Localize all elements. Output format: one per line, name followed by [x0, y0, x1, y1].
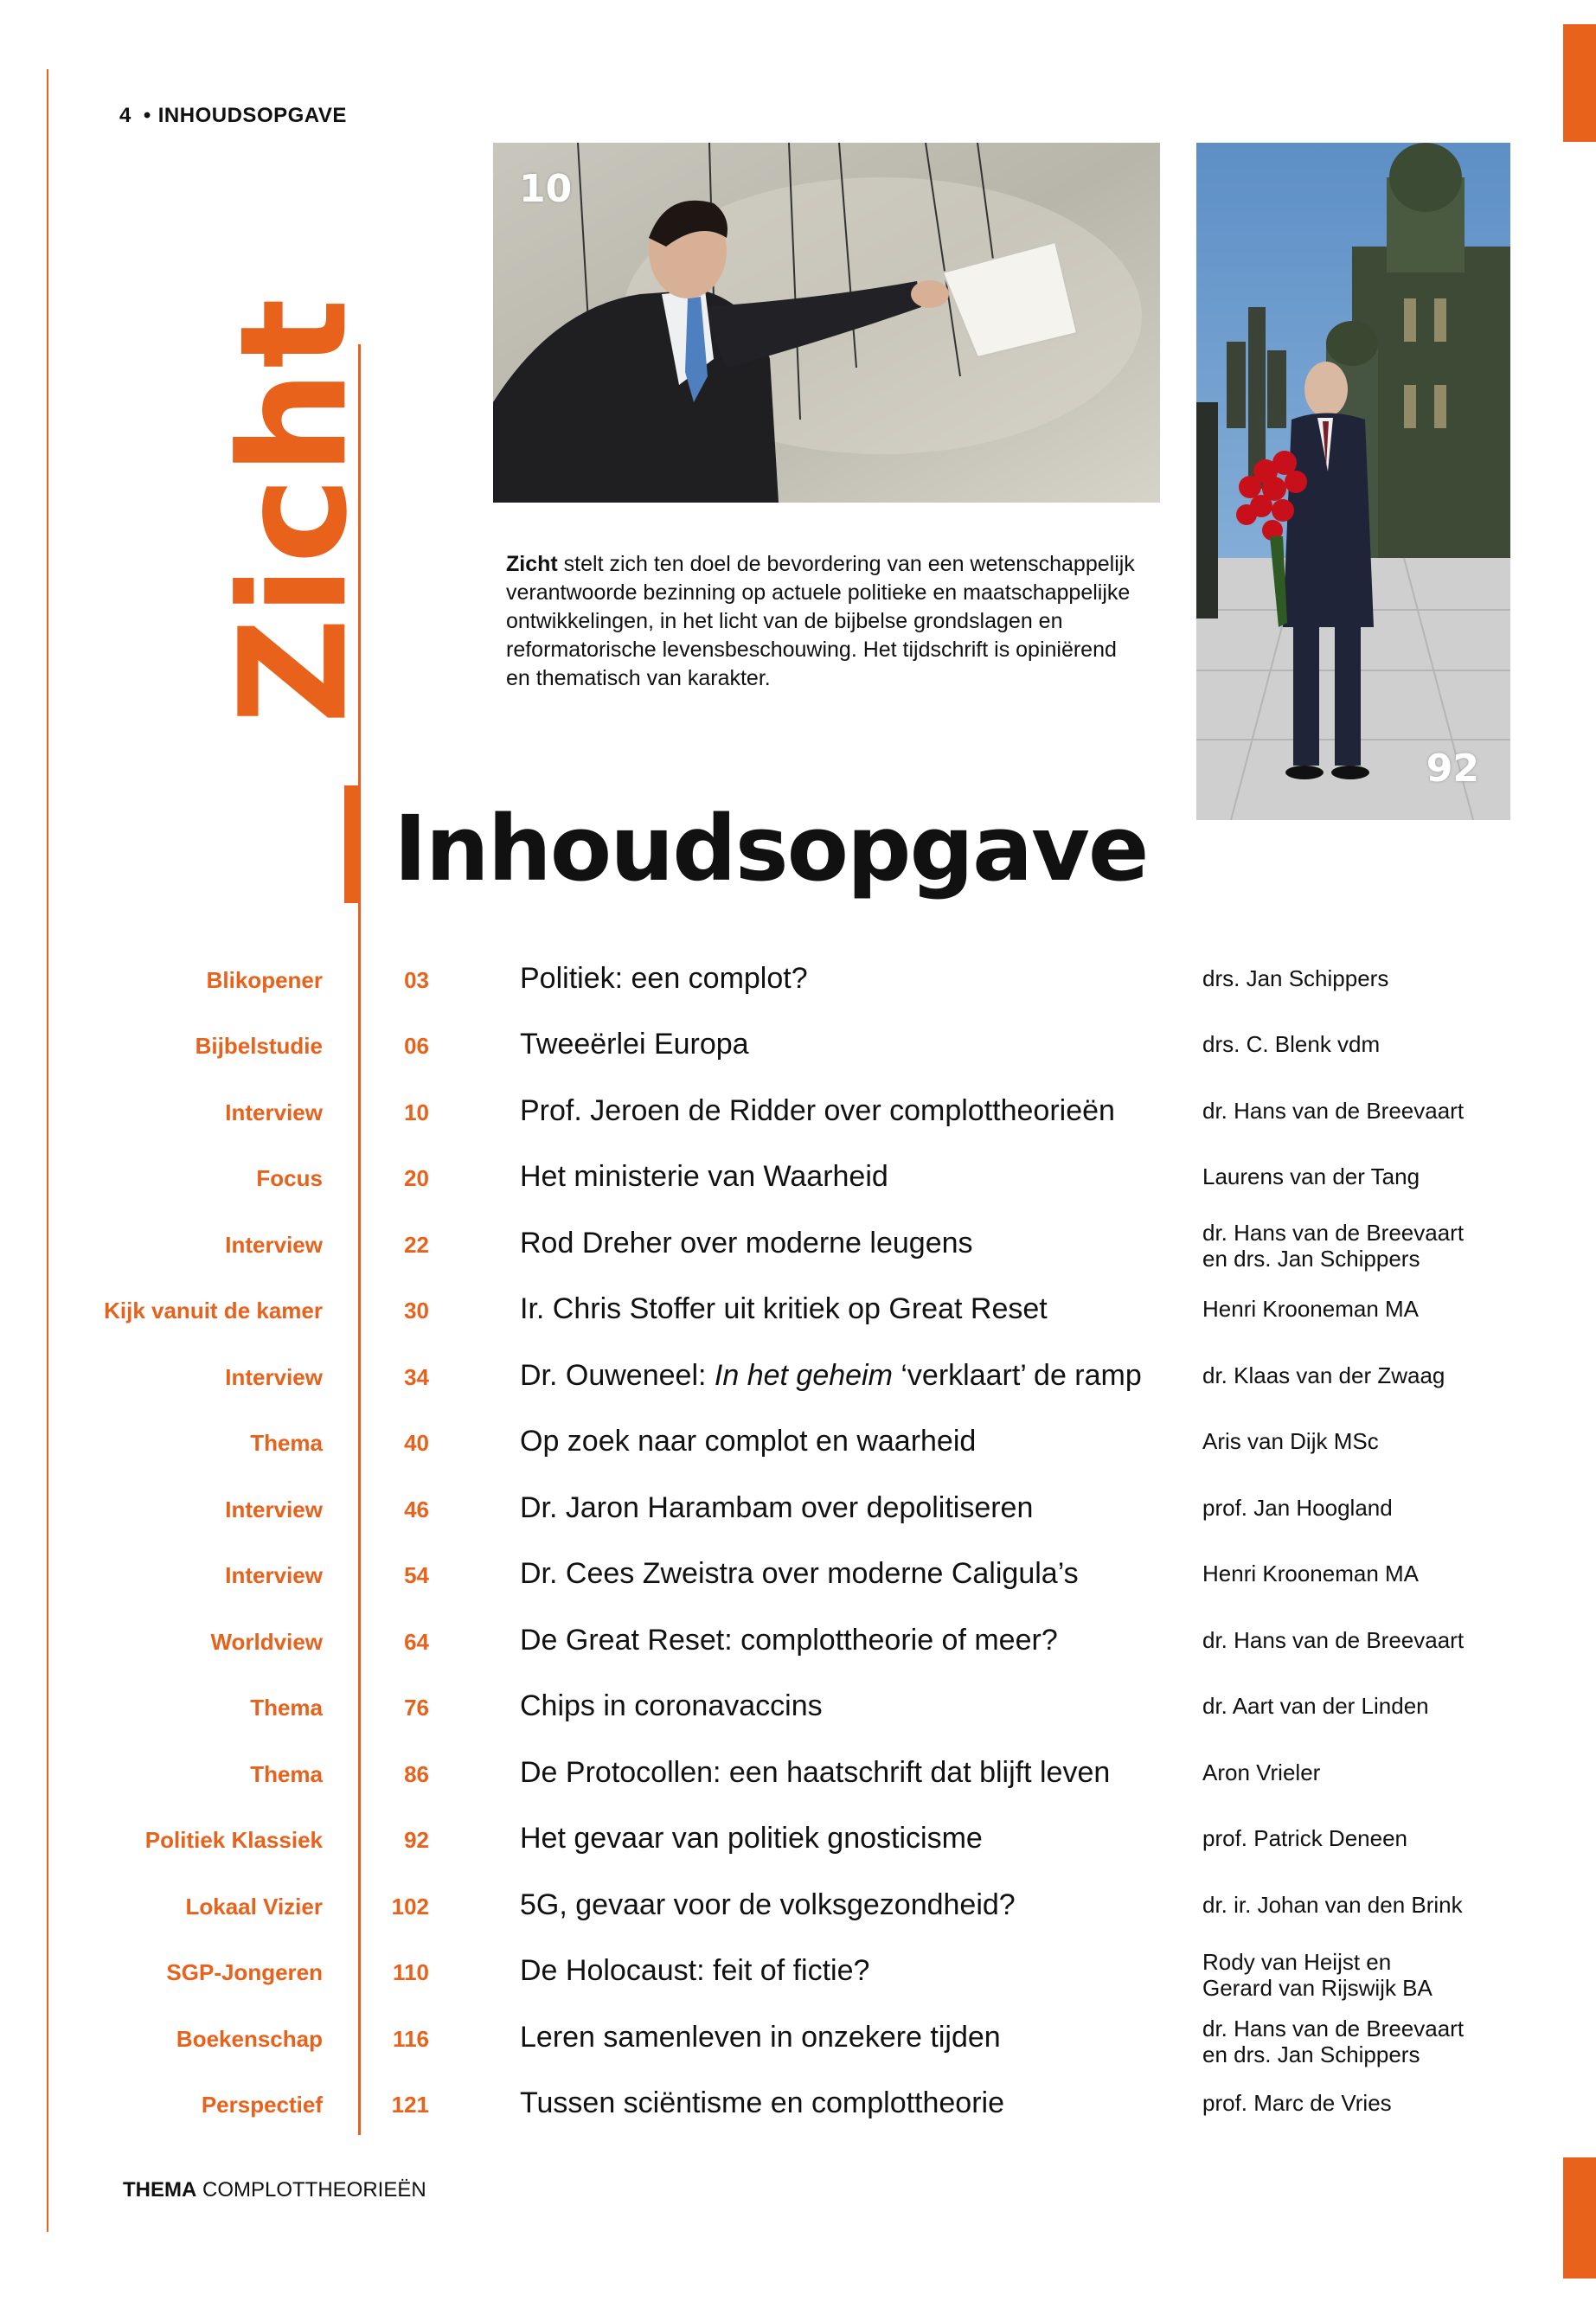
toc-category: Thema: [250, 1430, 323, 1456]
feature-photo-puppet: [493, 143, 1160, 503]
roses-photo-illustration: [1196, 143, 1510, 820]
brand-wordmark-text: Zicht: [208, 296, 381, 725]
toc-page: 46: [404, 1497, 429, 1522]
toc-page: 76: [404, 1695, 429, 1721]
footer-text: COMPLOTTHEORIEËN: [196, 2178, 426, 2202]
toc-category: Bijbelstudie: [195, 1033, 323, 1059]
toc-entry[interactable]: [0, 1359, 1596, 1425]
toc-category: Politiek Klassiek: [144, 1827, 323, 1853]
photo-page-badge: 10: [519, 167, 573, 211]
brand-wordmark: [182, 296, 407, 725]
toc-category: Interview: [225, 1562, 323, 1588]
toc-entry[interactable]: [0, 1689, 1596, 1755]
toc-title: Leren samenleven in onzekere tijden: [520, 2021, 1001, 2054]
page-header: [119, 104, 347, 128]
toc-page: 03: [404, 967, 429, 993]
footer-bold: THEMA: [123, 2178, 197, 2202]
toc-author: Laurens van der Tang: [1202, 1163, 1420, 1189]
toc-author: dr. ir. Johan van den Brink: [1202, 1892, 1463, 1918]
toc-page: 86: [404, 1761, 429, 1787]
toc-category: Interview: [225, 1497, 323, 1522]
toc-title: Tussen sciëntisme en complottheorie: [520, 2086, 1005, 2119]
toc-entry[interactable]: [0, 1094, 1596, 1160]
toc-page: 34: [404, 1364, 429, 1390]
toc-title: De Holocaust: feit of fictie?: [520, 1954, 870, 1987]
toc-author: dr. Hans van de Breevaart en drs. Jan Schippers: [1202, 1220, 1465, 1272]
toc-entry[interactable]: [0, 1557, 1596, 1623]
toc-entry[interactable]: [0, 1491, 1596, 1557]
toc-entry[interactable]: [0, 1624, 1596, 1689]
toc-category: SGP-Jongeren: [166, 1959, 323, 1985]
toc-category: Lokaal Vizier: [185, 1894, 323, 1920]
page-title: Inhoudsopgave: [394, 796, 1148, 901]
toc-author: prof. Patrick Deneen: [1202, 1825, 1408, 1851]
toc-page: 110: [393, 1959, 429, 1985]
toc-page: 22: [404, 1232, 429, 1258]
toc-title: Dr. Cees Zweistra over moderne Caligula’s: [520, 1557, 1079, 1590]
toc-entry[interactable]: [0, 1822, 1596, 1888]
toc-entry[interactable]: [0, 2016, 1596, 2086]
toc-category: Boekenschap: [176, 2026, 323, 2052]
photo-page-badge: 92: [1426, 747, 1479, 791]
toc-title: Politiek: een complot?: [520, 962, 808, 995]
toc-author: Aris van Dijk MSc: [1202, 1428, 1379, 1454]
toc-title: De Great Reset: complottheorie of meer?: [520, 1624, 1058, 1657]
toc-title: Op zoek naar complot en waarheid: [520, 1425, 977, 1458]
toc-title: De Protocollen: een haatschrift dat blijft leven: [520, 1756, 1111, 1789]
toc-author: Henri Krooneman MA: [1202, 1561, 1419, 1586]
toc-title: Dr. Ouweneel: In het geheim ‘verklaart’ de ramp: [520, 1359, 1142, 1392]
toc-title: Chips in coronavaccins: [520, 1689, 823, 1722]
section-label: INHOUDSOPGAVE: [157, 104, 347, 127]
toc-title: Ir. Chris Stoffer uit kritiek op Great Reset: [520, 1292, 1048, 1325]
title-rule-accent: [344, 785, 360, 903]
toc-author: dr. Aart van der Linden: [1202, 1693, 1429, 1719]
toc-author: dr. Klaas van der Zwaag: [1202, 1362, 1445, 1388]
toc-category: Worldview: [210, 1629, 323, 1655]
toc-author: drs. C. Blenk vdm: [1202, 1031, 1381, 1057]
toc-category: Kijk vanuit de kamer: [104, 1298, 323, 1324]
edge-tab-top: [1563, 24, 1596, 142]
toc-page: 102: [391, 1894, 429, 1920]
toc-title: Tweeërlei Europa: [520, 1028, 749, 1061]
toc-author: dr. Hans van de Breevaart: [1202, 1627, 1465, 1653]
toc-author: drs. Jan Schippers: [1202, 965, 1389, 991]
toc-author: prof. Marc de Vries: [1202, 2090, 1392, 2116]
puppet-photo-illustration: [493, 143, 1160, 503]
page-footer: [123, 2178, 426, 2202]
toc-category: Interview: [225, 1099, 323, 1125]
toc-page: 64: [404, 1629, 429, 1655]
toc-page: 06: [404, 1033, 429, 1059]
toc-category: Perspectief: [201, 2092, 323, 2118]
intro-paragraph: [506, 550, 1146, 693]
toc-category: Thema: [250, 1695, 323, 1721]
toc-page: 116: [393, 2026, 429, 2052]
header-bullet: •: [143, 104, 151, 127]
toc-page: 121: [391, 2092, 429, 2118]
toc-title: Rod Dreher over moderne leugens: [520, 1227, 973, 1259]
toc-entry[interactable]: [0, 1756, 1596, 1822]
toc-category: Blikopener: [206, 967, 323, 993]
toc-entry[interactable]: [0, 1949, 1596, 2020]
toc-category: Thema: [250, 1761, 323, 1787]
page-number: 4: [119, 104, 131, 127]
toc-title: Dr. Jaron Harambam over depolitiseren: [520, 1491, 1034, 1524]
intro-brand: Zicht: [506, 552, 558, 576]
toc-title: Prof. Jeroen de Ridder over complottheorieën: [520, 1094, 1115, 1127]
toc-page: 30: [404, 1298, 429, 1324]
toc-page: 54: [404, 1562, 429, 1588]
toc-page: 40: [404, 1430, 429, 1456]
toc-author: prof. Jan Hoogland: [1202, 1495, 1393, 1521]
toc-author: dr. Hans van de Breevaart: [1202, 1098, 1465, 1124]
toc-author: Henri Krooneman MA: [1202, 1296, 1419, 1322]
toc-entry[interactable]: [0, 2086, 1596, 2152]
toc-category: Focus: [256, 1165, 323, 1191]
toc-title: Het gevaar van politiek gnosticisme: [520, 1822, 983, 1855]
intro-text: stelt zich ten doel de bevordering van een wetenschappelijk verantwoorde bezinning op actuele politieke en maatschappelijke ontwikkelingen, in het licht van de bijbelse grondslagen en reformatorische levensbeschouwing. Het tijdschrift is opiniërend en thematisch van karakter.: [506, 552, 1135, 690]
toc-page: 92: [404, 1827, 429, 1853]
toc-author: Aron Vrieler: [1202, 1759, 1321, 1785]
toc-category: Interview: [225, 1364, 323, 1390]
toc-entry[interactable]: [0, 1220, 1596, 1292]
edge-tab-bottom: [1563, 2157, 1596, 2279]
toc-page: 20: [404, 1165, 429, 1191]
toc-author: Rody van Heijst en Gerard van Rijswijk BA: [1202, 1949, 1433, 2001]
toc-entry[interactable]: [0, 1160, 1596, 1226]
toc-author: dr. Hans van de Breevaart en drs. Jan Schippers: [1202, 2016, 1465, 2067]
toc-title: Het ministerie van Waarheid: [520, 1160, 888, 1193]
toc-title: 5G, gevaar voor de volksgezondheid?: [520, 1888, 1016, 1921]
toc-page: 10: [404, 1099, 429, 1125]
toc-category: Interview: [225, 1232, 323, 1258]
toc-entry[interactable]: [0, 1028, 1596, 1093]
toc-entry[interactable]: [0, 962, 1596, 1028]
toc-entry[interactable]: [0, 1292, 1596, 1358]
toc-entry[interactable]: [0, 1425, 1596, 1490]
feature-photo-roses: [1196, 143, 1510, 820]
toc-entry[interactable]: [0, 1888, 1596, 1954]
